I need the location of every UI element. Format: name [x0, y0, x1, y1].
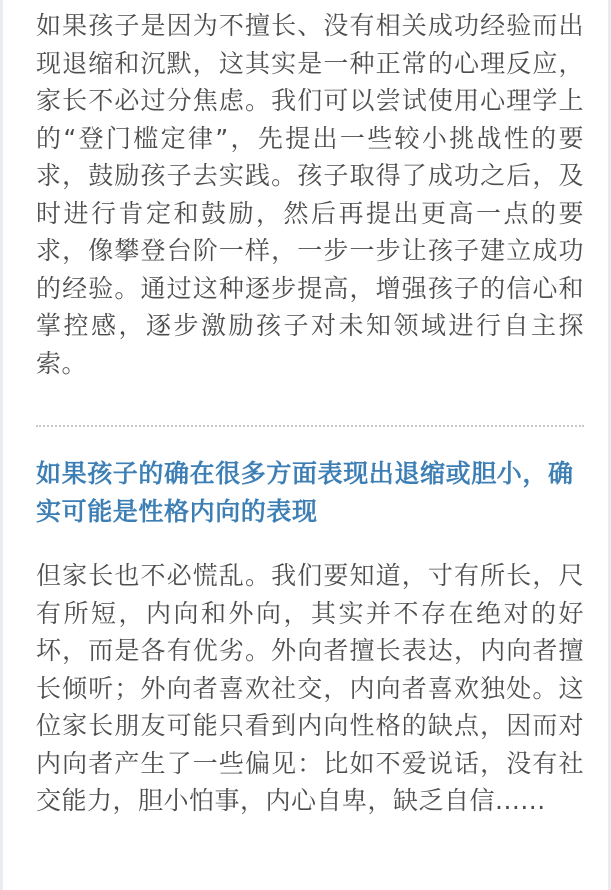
section-heading: 如果孩子的确在很多方面表现出退缩或胆小，确实可能是性格内向的表现: [36, 459, 574, 526]
section-divider: [36, 425, 584, 427]
article-paragraph-2: 但家长也不必慌乱。我们要知道，寸有所长，尺有所短，内向和外向，其实并不存在绝对的好坏，而是各有优劣。外向者擅长表达，内向者擅长倾听；外向者喜欢社交，内向者喜欢独处。这位家长朋友可能只看到内向性格的缺点，因而对内向者产生了一些偏见：比如不爱说话，没有社交能力，胆小怕事，内心自卑，缺乏自信......: [36, 561, 584, 815]
article-paragraph-1: 如果孩子是因为不擅长、没有相关成功经验而出现退缩和沉默，这其实是一种正常的心理反应，家长不必过分焦虑。我们可以尝试使用心理学上的“登门槛定律”，先提出一些较小挑战性的要求，鼓励孩子去实践。孩子取得了成功之后，及时进行肯定和鼓励，然后再提出更高一点的要求，像攀登台阶一样，一步一步让孩子建立成功的经验。通过这种逐步提高，增强孩子的信心和掌控感，逐步激励孩子对未知领域进行自主探索。: [36, 11, 584, 378]
